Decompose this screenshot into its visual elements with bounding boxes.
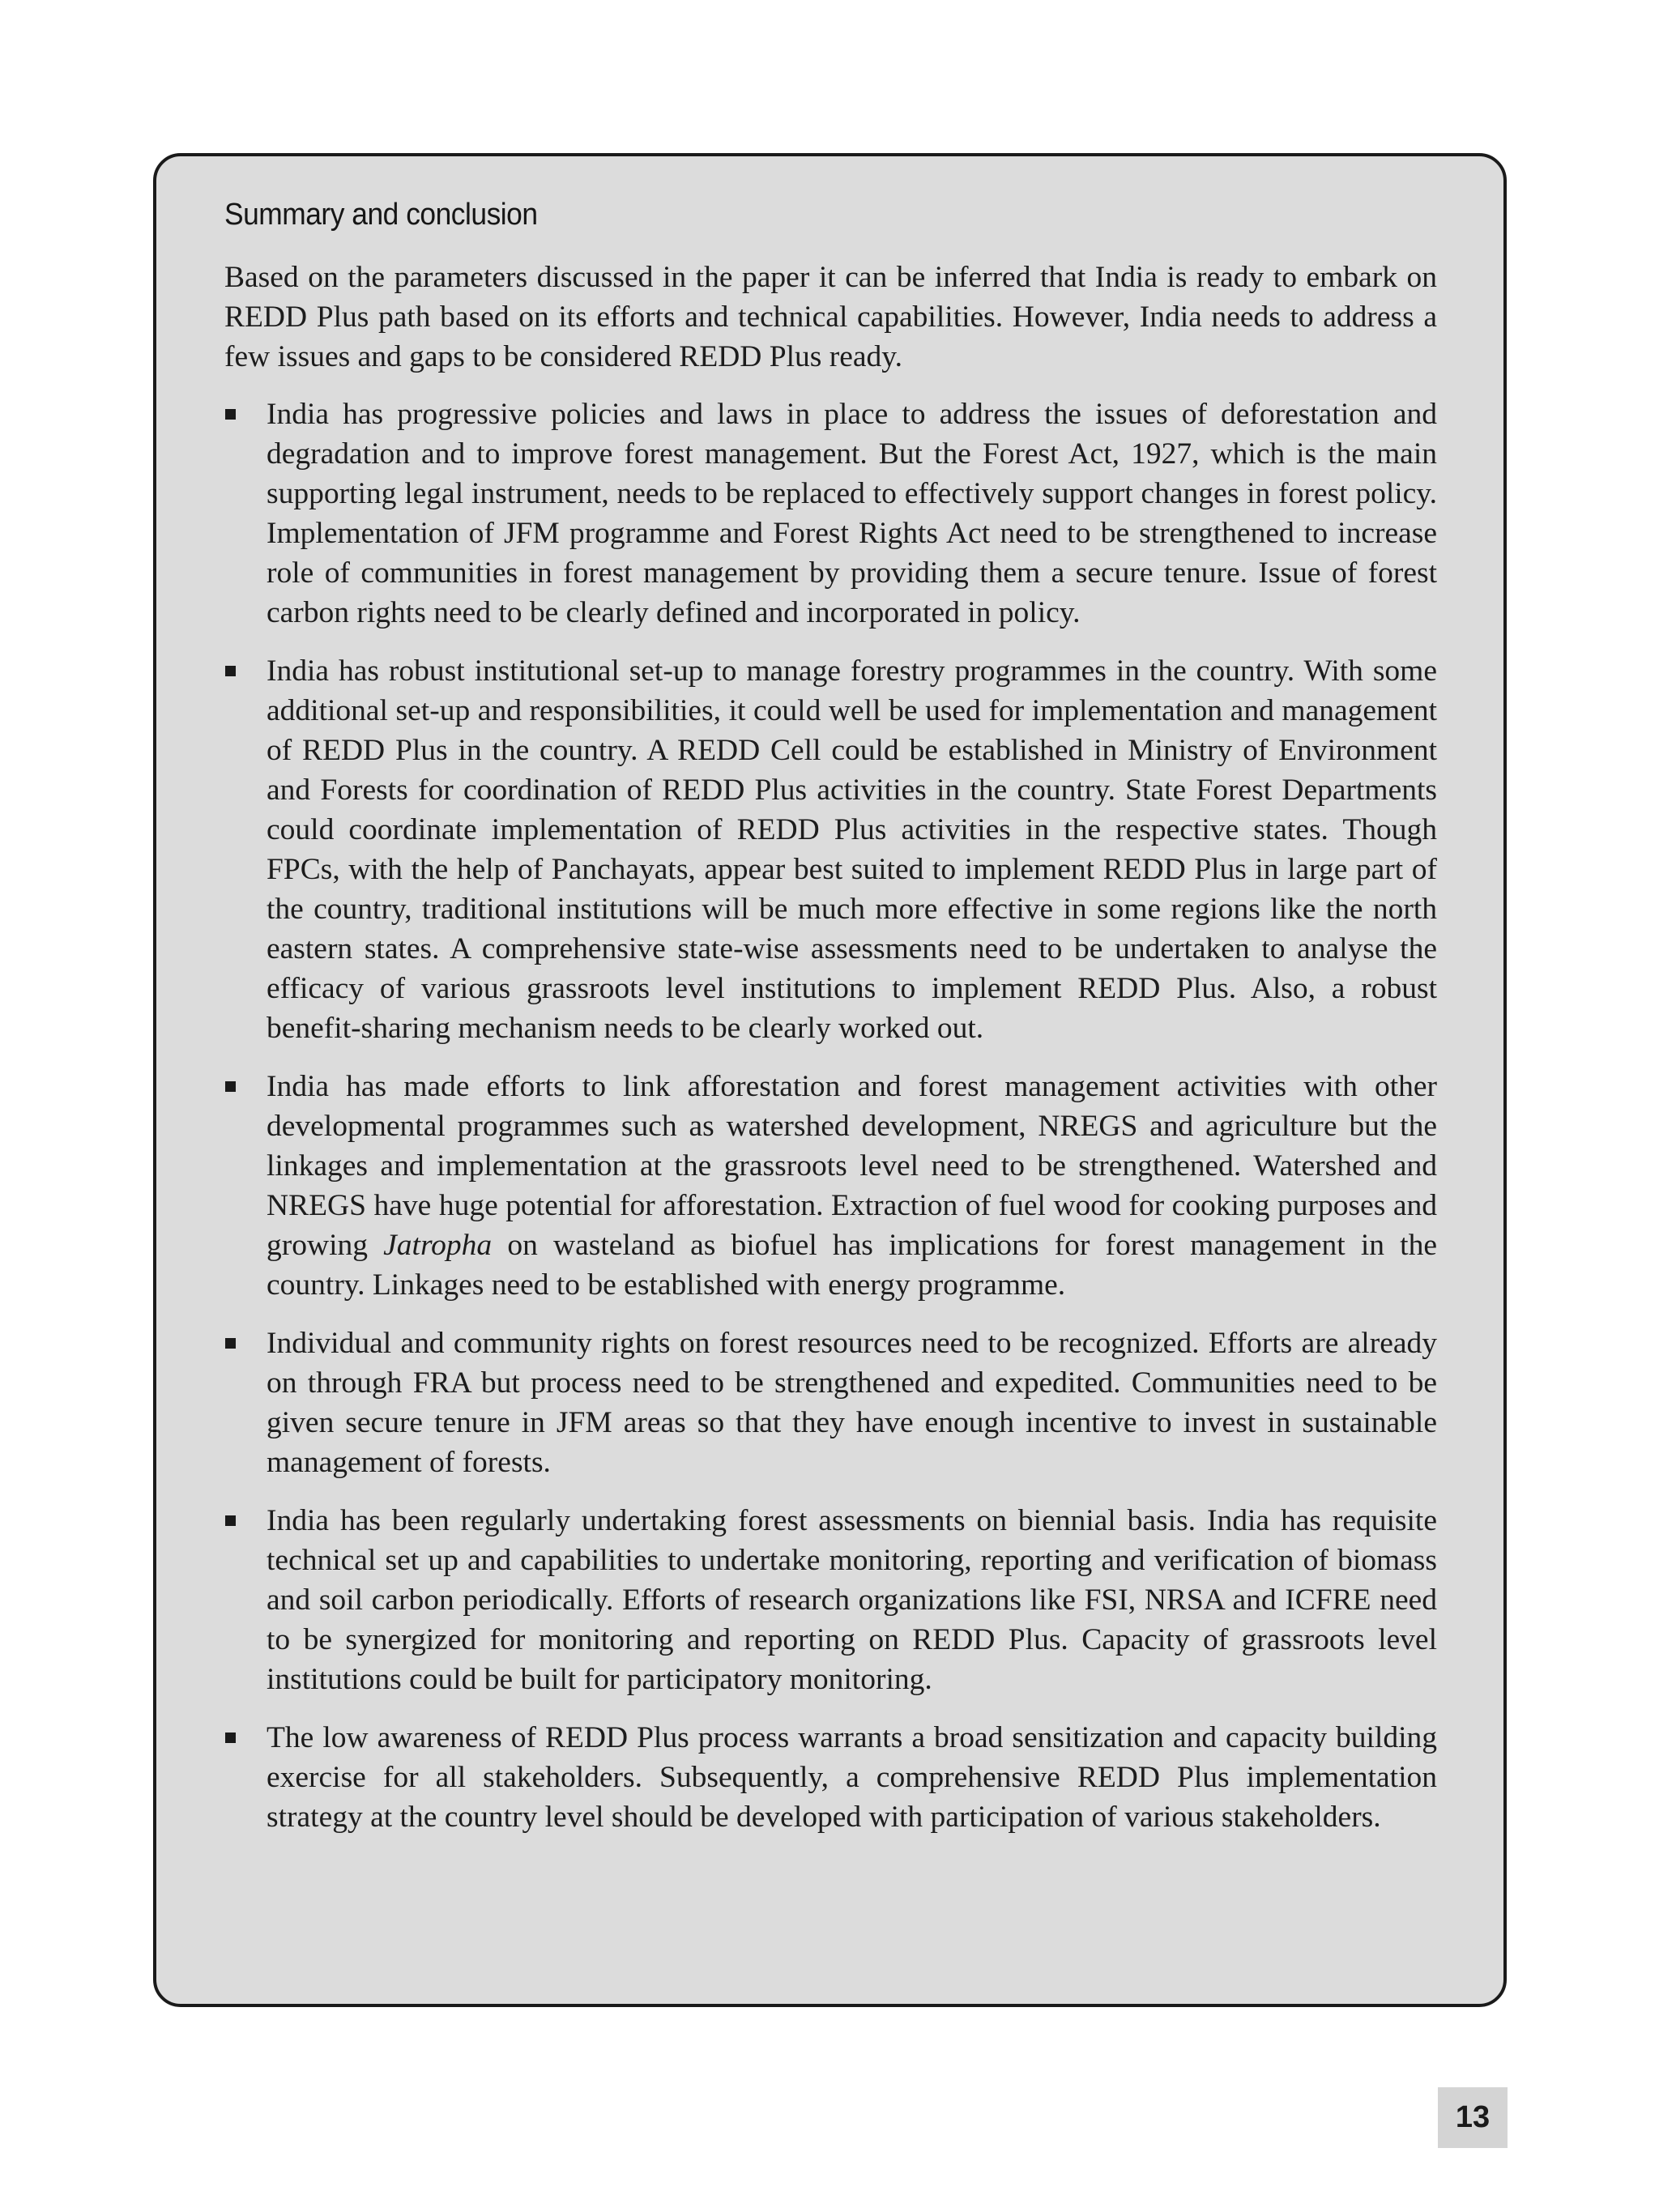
bullet-list: [224, 394, 1437, 1837]
square-bullet-icon: [225, 409, 236, 420]
bullet-text-part: India has made efforts to link afforestation and forest management activities with other developmental programmes such as watershed development, NREGS and agriculture but the linkages and implementation at the grassroots level need to be strengthened. Watershed and NREGS have huge potential for afforestation. Extraction of fuel wood for cooking purposes and growing: [267, 1070, 1437, 1262]
bullet-text: [267, 1070, 1437, 1302]
bullet-item-policies: [224, 394, 1437, 633]
jatropha-italic: Jatropha: [383, 1229, 493, 1262]
bullet-text: India has robust institutional set-up to manage forestry programmes in the country. With some additional set-up and responsibilities, it could well be used for implementation and management of REDD Plus in the country. A REDD Cell could be established in Ministry of Environment and Forests for coordination of REDD Plus activities in the country. State Forest Departments could coordinate implementation of REDD Plus activities in the respective states. Though FPCs, with the help of Panchayats, appear best suited to implement REDD Plus in large part of the country, traditional institutions will be much more effective in some regions like the north eastern states. A comprehensive state-wise assessments need to be undertaken to analyse the efficacy of various grassroots level institutions to implement REDD Plus. Also, a robust benefit-sharing mechanism needs to be clearly worked out.: [267, 654, 1437, 1045]
bullet-text: The low awareness of REDD Plus process warrants a broad sensitization and capacity building exercise for all stakeholders. Subsequently, a comprehensive REDD Plus implementation strategy at the country level should be developed with participation of various stakeholders.: [267, 1721, 1437, 1834]
bullet-item-awareness: [224, 1718, 1437, 1837]
bullet-item-linkages: [224, 1067, 1437, 1305]
box-title: Summary and conclusion: [224, 198, 538, 232]
square-bullet-icon: [225, 666, 236, 676]
square-bullet-icon: [225, 1338, 236, 1349]
square-bullet-icon: [225, 1515, 236, 1526]
square-bullet-icon: [225, 1733, 236, 1743]
bullet-text: Individual and community rights on forest resources need to be recognized. Efforts are already on through FRA but process need to be strengthened and expedited. Communities need to be given secure tenure in JFM areas so that they have enough incentive to invest in sustainable management of forests.: [267, 1327, 1437, 1479]
bullet-item-assessments: [224, 1501, 1437, 1699]
intro-paragraph: Based on the parameters discussed in the paper it can be inferred that India is ready to embark on REDD Plus path based on its efforts and technical capabilities. However, India needs to address a few issues and gaps to be considered REDD Plus ready.: [224, 261, 1437, 373]
summary-box: [153, 153, 1507, 2007]
square-bullet-icon: [225, 1081, 236, 1092]
page-number: 13: [1438, 2087, 1508, 2148]
bullet-text-part: on wasteland as biofuel has implications for forest management in the country. Linkages need to be established with energy programme.: [267, 1229, 1437, 1302]
bullet-item-institutions: [224, 651, 1437, 1048]
bullet-item-rights: [224, 1323, 1437, 1482]
bullet-text: India has progressive policies and laws in place to address the issues of deforestation and degradation and to improve forest management. But the Forest Act, 1927, which is the main supporting legal instrument, needs to be replaced to effectively support changes in forest policy. Implementation of JFM programme and Forest Rights Act need to be strengthened to increase role of communities in forest management by providing them a secure tenure. Issue of forest carbon rights need to be clearly defined and incorporated in policy.: [267, 398, 1437, 629]
bullet-text: India has been regularly undertaking forest assessments on biennial basis. India has requisite technical set up and capabilities to undertake monitoring, reporting and verification of biomass and soil carbon periodically. Efforts of research organizations like FSI, NRSA and ICFRE need to be synergized for monitoring and reporting on REDD Plus. Capacity of grassroots level institutions could be built for participatory monitoring.: [267, 1504, 1437, 1696]
